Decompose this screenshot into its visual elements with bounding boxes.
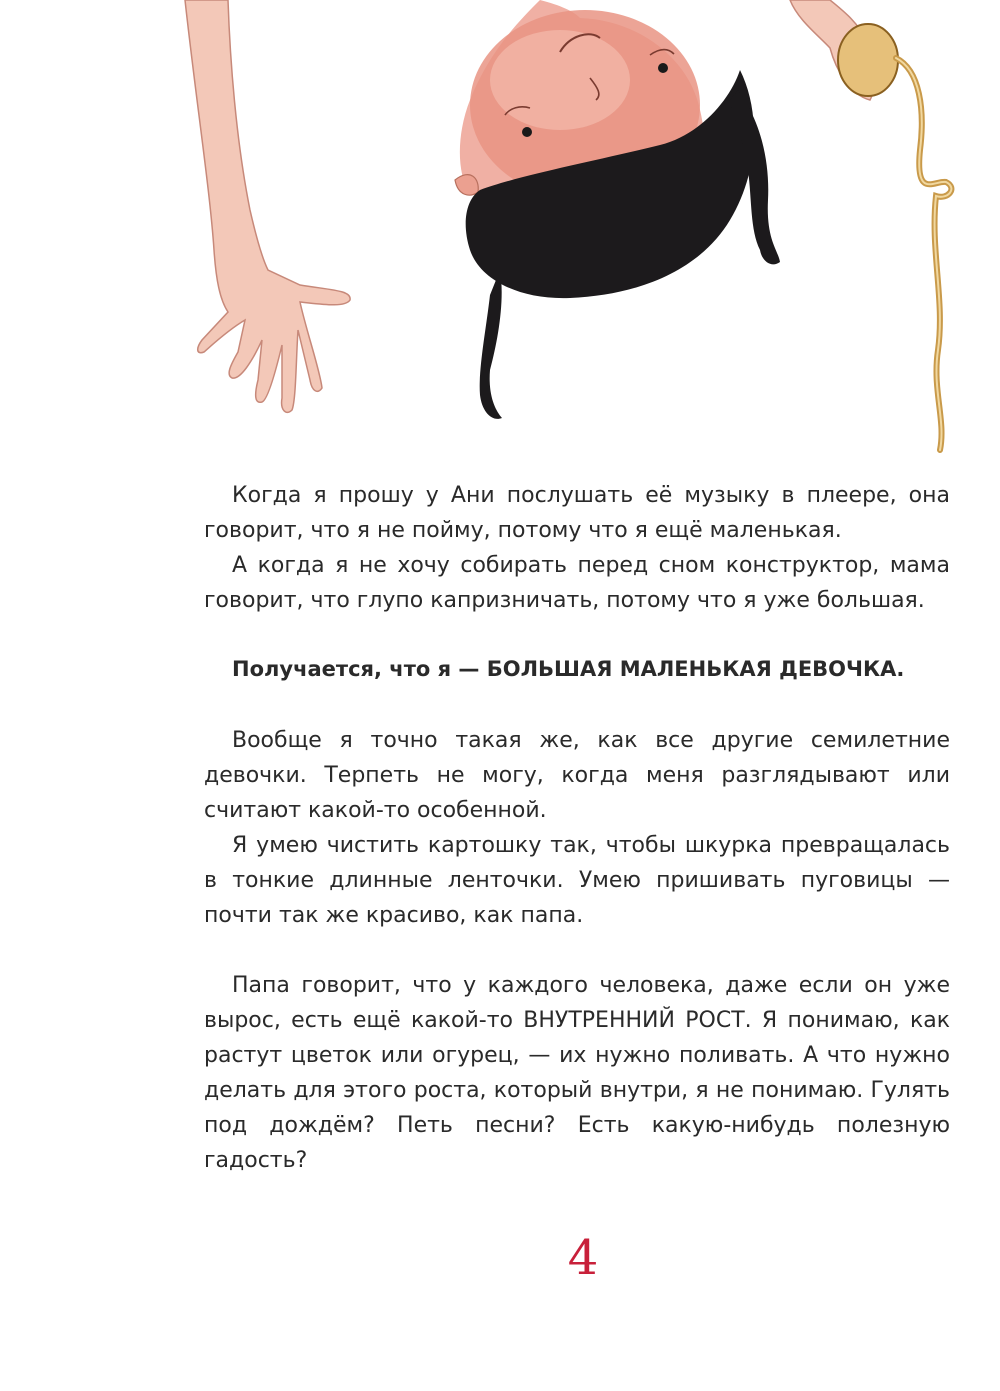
paragraph: Вообще я точно такая же, как все другие семилетние девочки. Терпеть не могу, когда меня разглядывают или считают какой-то особенной. (204, 728, 950, 823)
right-hand-icon (790, 0, 951, 450)
paragraph: Когда я прошу у Ани послушать её музыку в плеере, она говорит, что я не пойму, потому что я ещё маленькая. (204, 483, 950, 543)
page-number: 4 (567, 1230, 599, 1286)
paragraph-group-1 (204, 478, 950, 618)
left-arm-icon (185, 0, 350, 412)
paragraph: Папа говорит, что у каждого человека, даже если он уже вырос, есть ещё какой-то ВНУТРЕННИЙ РОСТ. Я понимаю, как растут цветок или огурец, — их нужно поливать. А что нужно делать для этого роста, который внутри, я не понимаю. Гулять под дождём? Петь песни? Есть какую-нибудь полезную гадость? (204, 973, 950, 1173)
bold-statement: Получается, что я — БОЛЬШАЯ МАЛЕНЬКАЯ ДЕВОЧКА. (232, 657, 905, 681)
paragraph: А когда я не хочу собирать перед сном конструктор, мама говорит, что глупо капризничать, потому что я уже большая. (204, 553, 950, 613)
paragraph-group-3 (204, 968, 950, 1178)
upside-down-girl-illustration-icon (0, 0, 1000, 460)
paragraph: Я умею чистить картошку так, чтобы шкурка превращалась в тонкие длинные ленточки. Умею пришивать пуговицы — почти так же красиво, как папа. (204, 833, 950, 928)
paragraph-group-2 (204, 723, 950, 933)
